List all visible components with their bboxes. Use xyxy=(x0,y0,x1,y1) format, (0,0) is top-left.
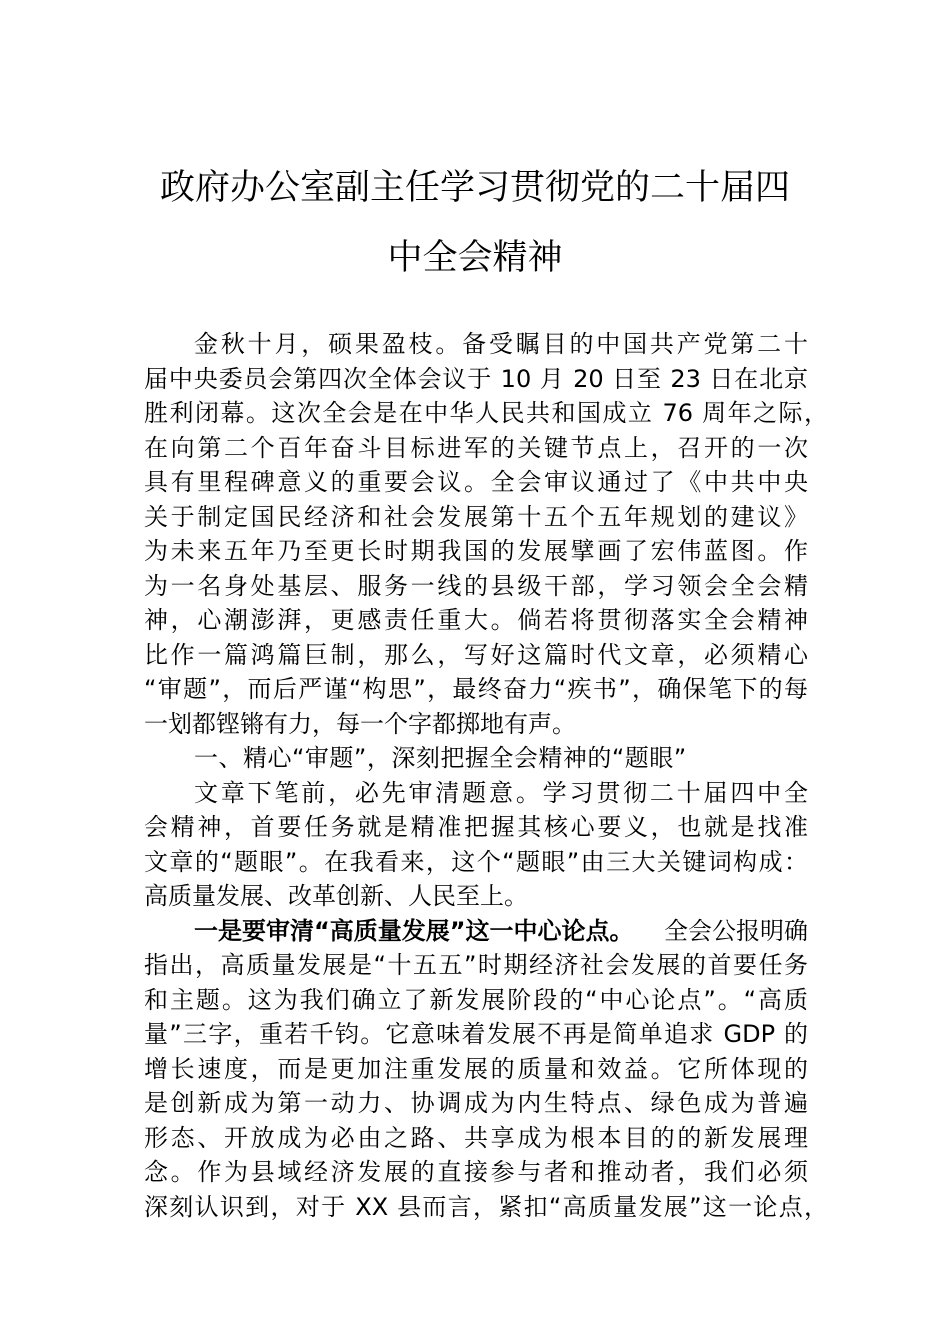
text-line: 深刻认识到，对于 XX 县而言，紧扣“高质量发展”这一论点， xyxy=(144,1192,828,1221)
text-line: 增长速度，而是更加注重发展的质量和效益。它所体现的 xyxy=(144,1054,808,1083)
text-line: 具有里程碑意义的重要会议。全会审议通过了《中共中央 xyxy=(144,468,808,496)
text-line: 为未来五年乃至更长时期我国的发展擘画了宏伟蓝图。作 xyxy=(144,537,808,565)
section-heading: 一、精心“审题”，深刻把握全会精神的“题眼” xyxy=(194,744,687,772)
text-line: 指出，高质量发展是“十五五”时期经济社会发展的首要任务 xyxy=(144,951,808,979)
text-line: 文章的“题眼”。在我看来，这个“题眼”由三大关键词构成： xyxy=(144,847,808,876)
text-line: 高质量发展、改革创新、人民至上。 xyxy=(144,882,528,910)
text-line: 一划都铿锵有力，每一个字都掷地有声。 xyxy=(144,709,576,738)
text-line xyxy=(144,914,808,949)
document-title-line-1: 政府办公室副主任学习贯彻党的二十届四 xyxy=(159,168,790,208)
text-line: 胜利闭幕。这次全会是在中华人民共和国成立 76 周年之际， xyxy=(144,399,828,427)
text-line: 在向第二个百年奋斗目标进军的关键节点上，召开的一次 xyxy=(144,433,808,462)
text-line: 关于制定国民经济和社会发展第十五个五年规划的建议》 xyxy=(144,502,808,531)
text-line: 会精神，首要任务就是精准把握其核心要义，也就是找准 xyxy=(144,813,808,841)
text-line: “审题”，而后严谨“构思”，最终奋力“疾书”，确保笔下的每 xyxy=(144,675,808,703)
paragraph-3 xyxy=(144,914,844,1225)
document-title-line-2: 中全会精神 xyxy=(387,238,563,278)
text-line: 比作一篇鸿篇巨制，那么，写好这篇时代文章，必须精心 xyxy=(144,640,808,669)
text-line: 神，心潮澎湃，更感责任重大。倘若将贯彻落实全会精神 xyxy=(144,606,808,634)
text-span: 全会公报明确 xyxy=(664,916,808,945)
text-line: 届中央委员会第四次全体会议于 10 月 20 日至 23 日在北京 xyxy=(144,364,808,393)
text-line: 量”三字，重若千钧。它意味着发展不再是简单追求 GDP 的 xyxy=(144,1020,808,1048)
document-body xyxy=(144,327,844,1224)
text-line: 和主题。这为我们确立了新发展阶段的“中心论点”。“高质 xyxy=(144,985,808,1014)
text-line: 念。作为县域经济发展的直接参与者和推动者，我们必须 xyxy=(144,1158,808,1186)
paragraph-2 xyxy=(144,776,844,914)
text-line: 为一名身处基层、服务一线的县级干部，学习领会全会精 xyxy=(144,571,808,600)
text-line: 金秋十月，硕果盈枝。备受瞩目的中国共产党第二十 xyxy=(194,330,808,358)
bold-lead: 一是要审清“高质量发展”这一中心论点。 xyxy=(194,916,634,945)
text-line: 形态、开放成为必由之路、共享成为根本目的的新发展理 xyxy=(144,1123,808,1152)
text-line: 文章下笔前，必先审清题意。学习贯彻二十届四中全 xyxy=(194,778,808,807)
text-line: 是创新成为第一动力、协调成为内生特点、绿色成为普遍 xyxy=(144,1089,808,1117)
paragraph-intro xyxy=(144,327,844,741)
